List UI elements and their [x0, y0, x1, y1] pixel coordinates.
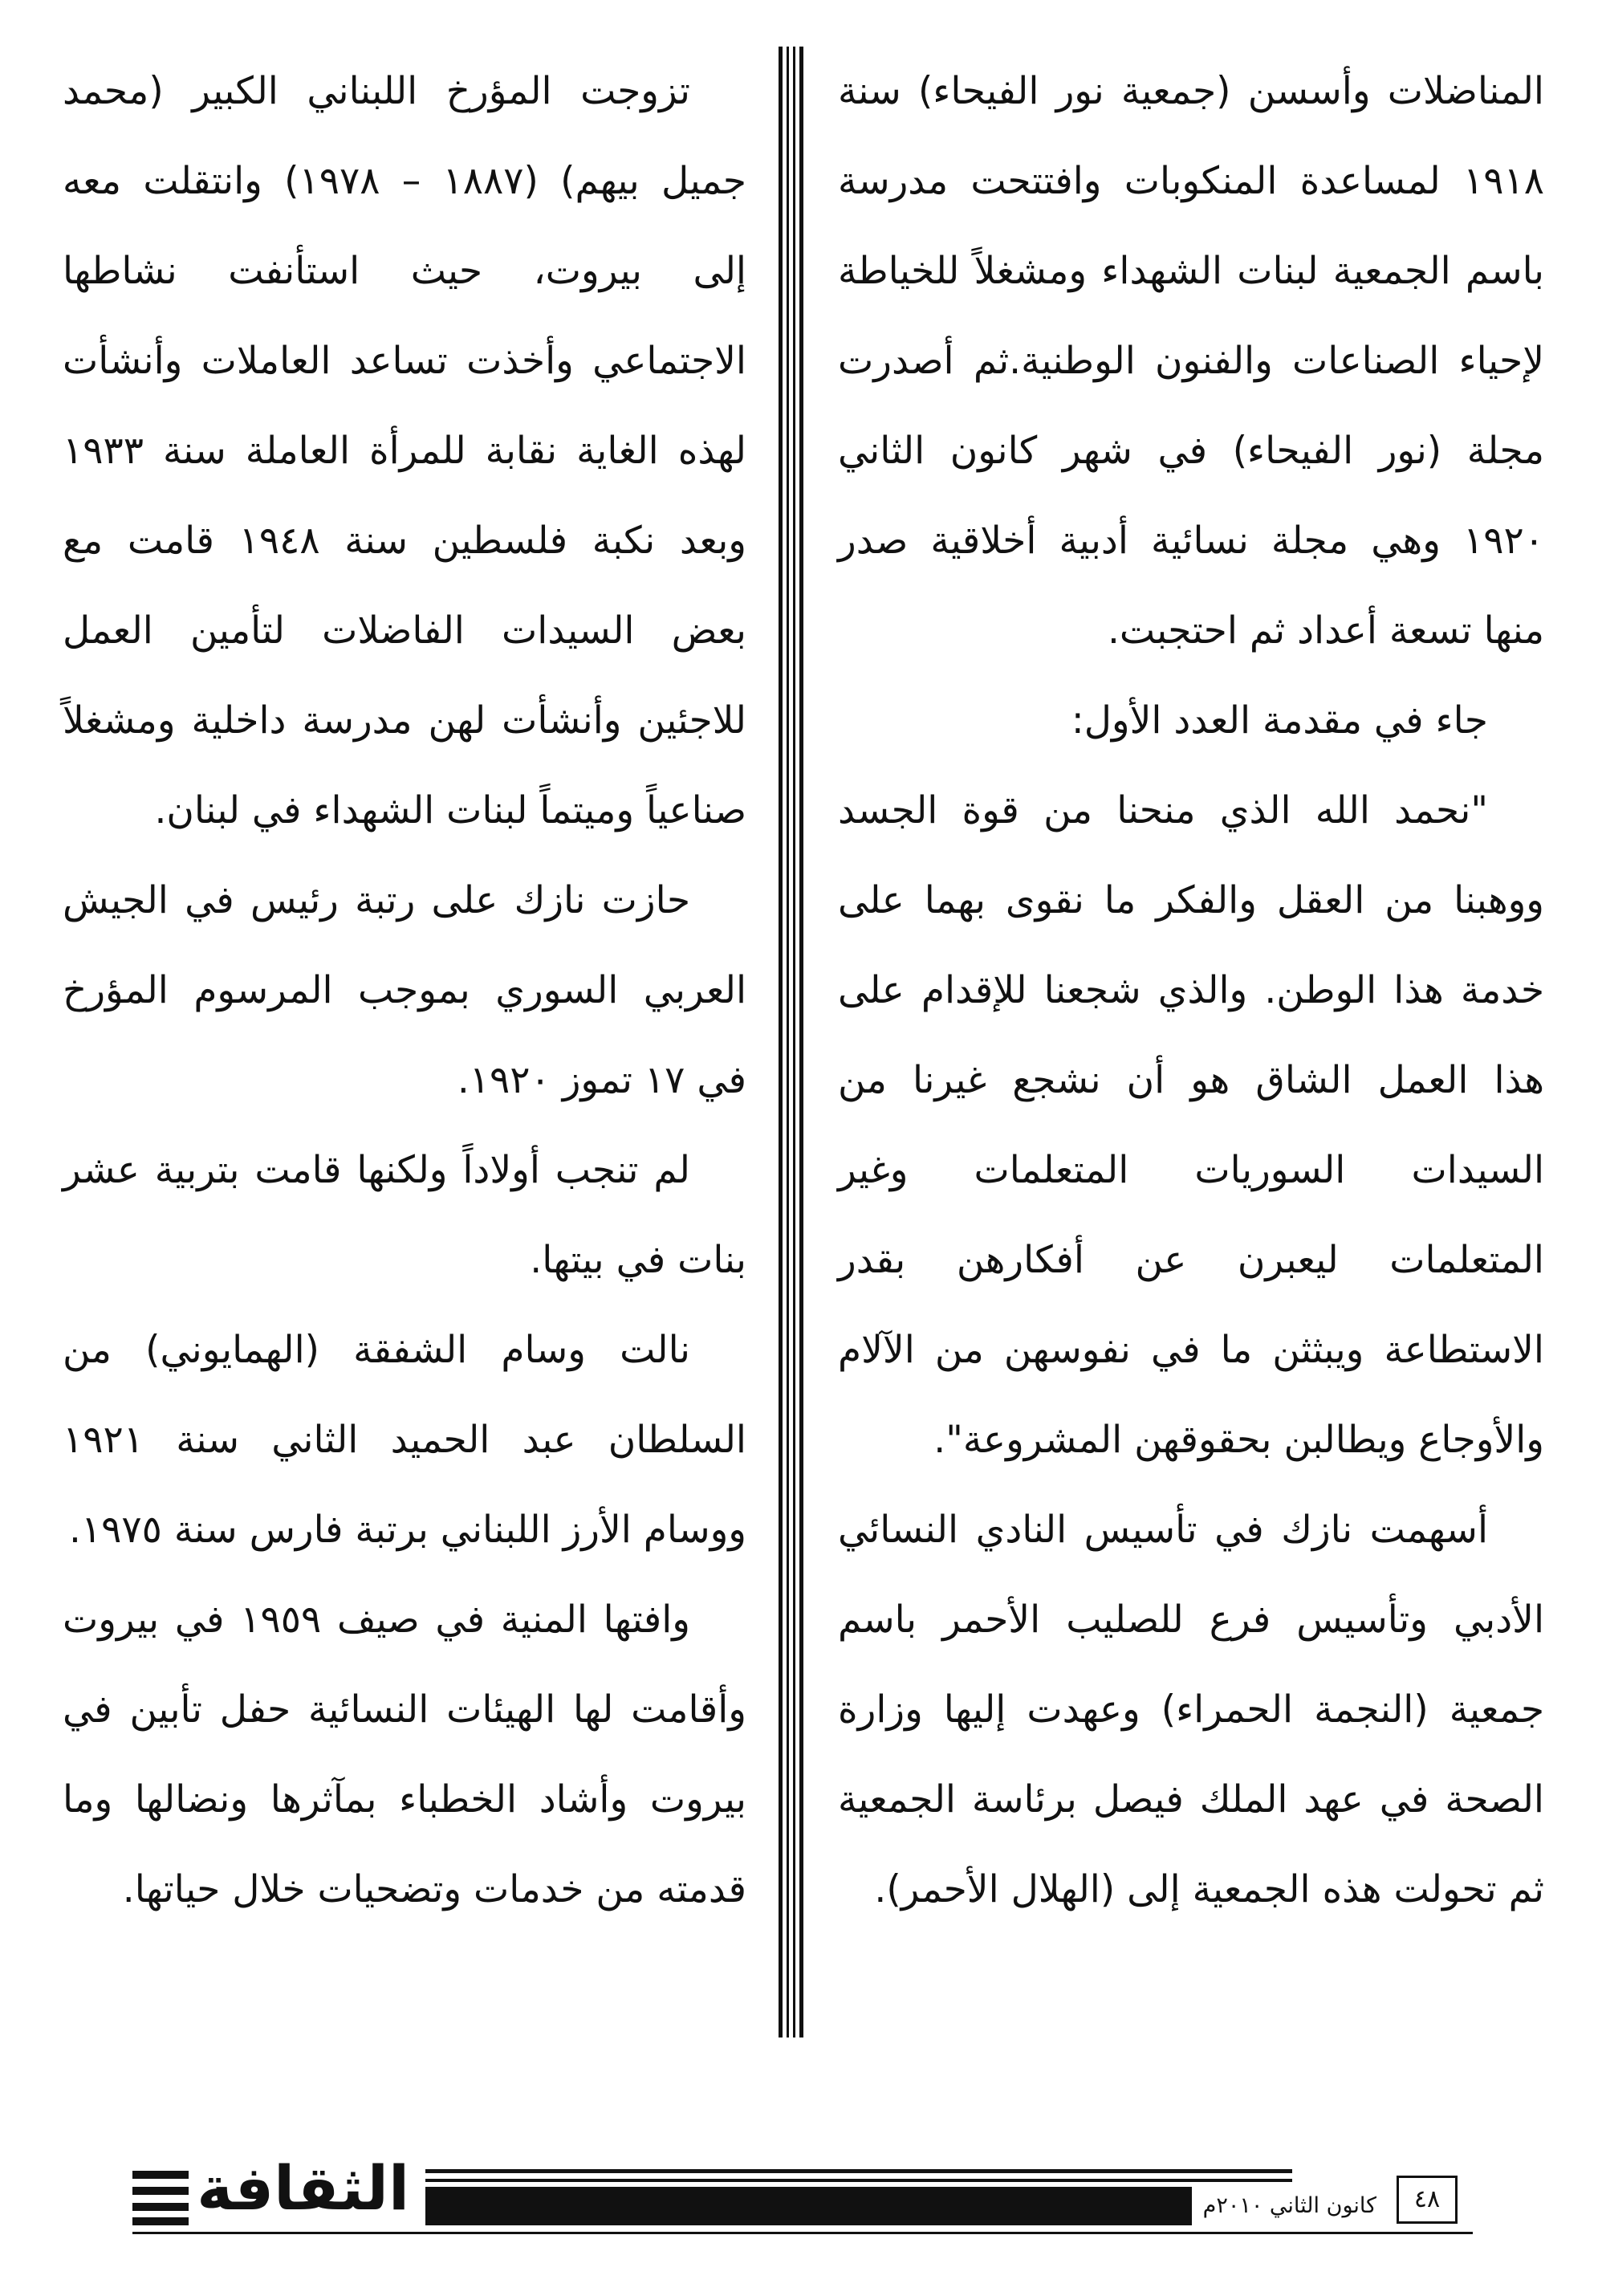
page-number: ٤٨: [1397, 2176, 1458, 2224]
footer-rule: [132, 2232, 1473, 2234]
article-column-right: [838, 47, 1544, 1935]
paragraph-quote: "نحمد الله الذي منحنا من قوة الجسد ووهبنا من العقل والفكر ما نقوى بهما على خدمة هذا الوطن. والذي شجعنا للإقدام على هذا العمل الشاق هو أن نشجع غيرنا من السيدات السوريات المتعلمات وغير المتعلمات ليعبرن عن أفكارهن بقدر الاستطاعة ويبثثن ما في نفوسهن من الآلام والأوجاع ويطالبن بحقوقهن المشروعة".: [838, 788, 1544, 1462]
paragraph: وافتها المنية في صيف ١٩٥٩ في بيروت وأقامت لها الهيئات النسائية حفل تأبين في بيروت وأشاد الخطباء بمآثرها ونضالها وما قدمته من خدمات وتضحيات خلال حياتها.: [63, 1598, 746, 1911]
paragraph: نالت وسام الشفقة (الهمايوني) من السلطان عبد الحميد الثاني سنة ١٩٢١ ووسام الأرز اللبناني برتبة فارس سنة ١٩٧٥.: [63, 1328, 746, 1552]
paragraph: لم تنجب أولاداً ولكنها قامت بتربية عشر بنات في بيتها.: [63, 1148, 746, 1282]
magazine-brand-logo: الثقافة: [197, 2152, 409, 2224]
issue-date: كانون الثاني ٢٠١٠م: [1192, 2187, 1381, 2225]
paragraph: تزوجت المؤرخ اللبناني الكبير (محمد جميل بيهم) (١٨٨٧ – ١٩٧٨) وانتقلت معه إلى بيروت، حيث استأنفت نشاطها الاجتماعي وأخذت تساعد العاملات وأنشأت لهذه الغاية نقابة للمرأة العاملة سنة ١٩٣٣ وبعد نكبة فلسطين سنة ١٩٤٨ قامت مع بعض السيدات الفاضلات لتأمين العمل للاجئين وأنشأت لهن مدرسة داخلية ومشغلاً صناعياً وميتماً لبنات الشهداء في لبنان.: [63, 69, 747, 833]
paragraph: أسهمت نازك في تأسيس النادي النسائي الأدبي وتأسيس فرع للصليب الأحمر باسم جمعية (النجمة الحمراء) وعهدت إليها وزارة الصحة في عهد الملك فيصل برئاسة الجمعية ثم تحولت هذه الجمعية إلى (الهلال الأحمر).: [838, 1508, 1544, 1911]
paragraph: المناضلات وأسسن (جمعية نور الفيحاء) سنة ١٩١٨ لمساعدة المنكوبات وافتتحت مدرسة باسم الجمعية لبنات الشهداء ومشغلاً للخياطة لإحياء الصناعات والفنون الوطنية.ثم أصدرت مجلة (نور الفيحاء) في شهر كانون الثاني ١٩٢٠ وهي مجلة نسائية أدبية أخلاقية صدر منها تسعة أعداد ثم احتجبت.: [838, 69, 1544, 653]
paragraph: حازت نازك على رتبة رئيس في الجيش العربي السوري بموجب المرسوم المؤرخ في ١٧ تموز ١٩٢٠.: [63, 878, 746, 1102]
footer-stripes-decoration: [132, 2171, 189, 2225]
column-divider: [777, 47, 809, 2037]
footer-bars-decoration: [425, 2169, 1292, 2225]
article-column-left: [63, 47, 746, 1935]
page-footer: [132, 2142, 1473, 2238]
paragraph: جاء في مقدمة العدد الأول:: [1071, 698, 1488, 743]
